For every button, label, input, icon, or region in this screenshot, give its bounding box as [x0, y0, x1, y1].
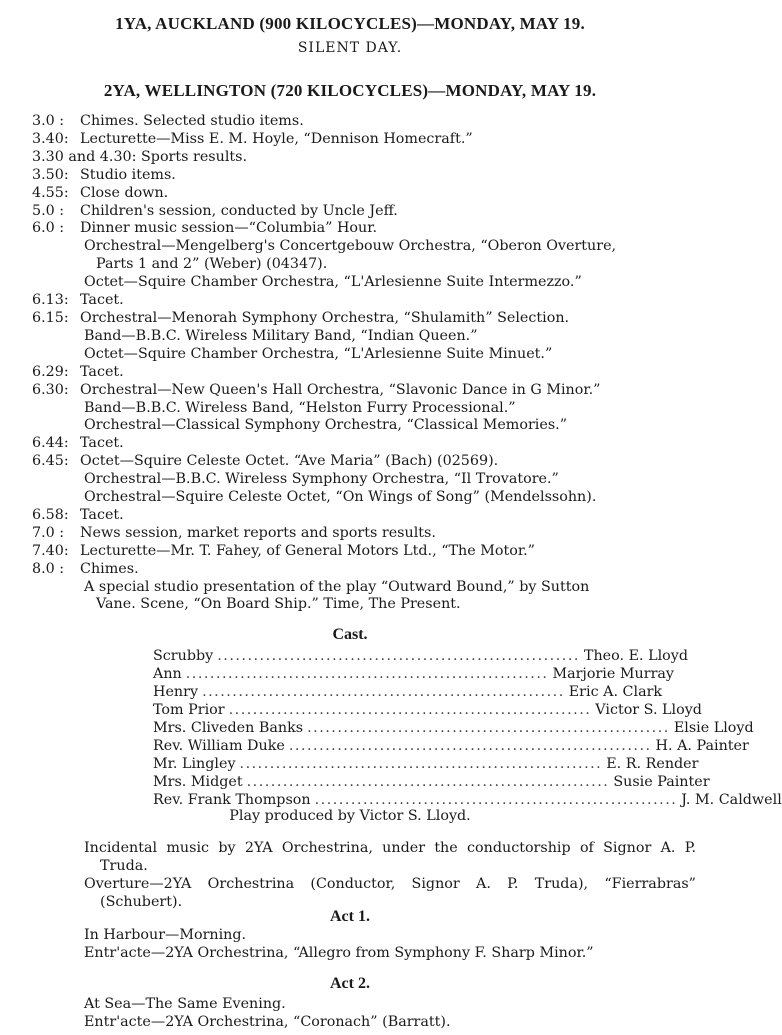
programme-text: Orchestral—Menorah Symphony Orchestra, “Shulamith” Selection.	[80, 309, 570, 326]
programme-time: 7.40:	[32, 542, 69, 559]
cast-row	[153, 773, 710, 791]
programme-item: 3.30 and 4.30: Sports results.	[32, 148, 248, 165]
programme-item	[32, 131, 697, 149]
act1-title: Act 1.	[330, 908, 370, 925]
programme-item	[32, 507, 697, 525]
act1-entracte: Entr'acte—2YA Orchestrina, “Allegro from Symphony F. Sharp Minor.”	[84, 944, 594, 961]
programme-text: Lecturette—Mr. T. Fahey, of General Motors Ltd., “The Motor.”	[80, 542, 535, 559]
cast-actor: Theo. E. Lloyd	[583, 648, 689, 664]
programme-item: Orchestral—B.B.C. Wireless Symphony Orchestra, “Il Trovatore.”	[84, 471, 559, 488]
dot-leader: ............................................................	[239, 756, 603, 772]
programme-time: 6.30:	[32, 381, 69, 398]
programme-text: Tacet.	[80, 435, 124, 452]
programme-item: Octet—Squire Chamber Orchestra, “L'Arlesienne Suite Minuet.”	[84, 345, 553, 362]
dot-leader: ............................................................	[217, 648, 580, 664]
act2-title: Act 2.	[330, 975, 370, 992]
programme-item	[32, 525, 697, 543]
act2-entracte: Entr'acte—2YA Orchestrina, “Coronach” (Barratt).	[84, 1013, 451, 1030]
programme-item	[32, 382, 697, 400]
cast-role: Rev. Frank Thompson	[153, 792, 311, 808]
programme-time: 6.29:	[32, 363, 69, 380]
programme-item: Orchestral—Mengelberg's Concertgebouw Orchestra, “Oberon Overture,	[84, 238, 617, 255]
cast-list	[153, 647, 782, 809]
overture-text: Overture—2YA Orchestrina (Conductor, Signor A. P. Truda), “Fierrabras” (Schubert).	[84, 875, 696, 910]
cast-title: Cast.	[332, 626, 368, 643]
dot-leader: ............................................................	[307, 720, 670, 736]
programme-item	[32, 185, 697, 203]
programme-text: Children's session, conducted by Uncle Jeff.	[80, 202, 398, 219]
cast-role: Tom Prior	[153, 702, 225, 718]
cast-actor: Eric A. Clark	[568, 684, 663, 700]
programme-item	[32, 364, 697, 382]
cast-row	[153, 665, 675, 683]
programme-item	[32, 543, 697, 561]
programme-item: Orchestral—Squire Celeste Octet, “On Wings of Song” (Mendelssohn).	[84, 489, 597, 506]
programme-text: Close down.	[80, 184, 169, 201]
station1-heading: 1YA, AUCKLAND (900 KILOCYCLES)—MONDAY, MAY 19.	[115, 14, 585, 33]
cast-actor: E. R. Render	[606, 756, 699, 772]
cast-role: Mrs. Midget	[153, 774, 243, 790]
programme-item	[32, 203, 697, 221]
producer-credit: Play produced by Victor S. Lloyd.	[229, 808, 471, 824]
programme-time: 6.0 :	[32, 220, 65, 237]
station2-heading: 2YA, WELLINGTON (720 KILOCYCLES)—MONDAY, MAY 19.	[103, 81, 597, 100]
programme-text: Tacet.	[80, 506, 124, 523]
cast-row	[153, 791, 782, 809]
dot-leader: ............................................................	[288, 738, 652, 754]
cast-actor: Susie Painter	[613, 774, 710, 790]
incidental-music-text: Incidental music by 2YA Orchestrina, under the conductorship of Signor A. P. Truda.	[84, 840, 696, 874]
cast-row	[153, 647, 689, 665]
cast-role: Ann	[153, 666, 182, 682]
programme-text: News session, market reports and sports results.	[80, 524, 436, 541]
programme-time: 6.15:	[32, 309, 69, 326]
act1-section	[84, 927, 696, 963]
silent-day-note: SILENT DAY.	[297, 40, 403, 56]
cast-actor: H. A. Painter	[655, 738, 749, 754]
dot-leader: ............................................................	[228, 702, 592, 718]
programme-time: 7.0 :	[32, 524, 65, 541]
programme-text: Tacet.	[80, 363, 124, 380]
programme-text: Chimes.	[80, 560, 139, 577]
cast-role: Rev. William Duke	[153, 738, 285, 754]
cast-row	[153, 701, 702, 719]
cast-role: Mrs. Cliveden Banks	[153, 720, 304, 736]
programme-item	[32, 220, 697, 238]
programme-text: Orchestral—New Queen's Hall Orchestra, “Slavonic Dance in G Minor.”	[80, 381, 601, 398]
cast-role: Henry	[153, 684, 199, 700]
programme-time: 6.58:	[32, 506, 69, 523]
programme-time: 5.0 :	[32, 202, 65, 219]
programme-text: Lecturette—Miss E. M. Hoyle, “Dennison Homecraft.”	[80, 130, 473, 147]
cast-actor: Marjorie Murray	[552, 666, 675, 682]
cast-role: Mr. Lingley	[153, 756, 236, 772]
programme-text: Tacet.	[80, 292, 124, 309]
programme-time: 3.40:	[32, 130, 69, 147]
programme-text: Studio items.	[80, 166, 176, 183]
programme-item: Band—B.B.C. Wireless Military Band, “Indian Queen.”	[84, 327, 478, 344]
dot-leader: ............................................................	[185, 666, 549, 682]
programme-item	[32, 453, 697, 471]
cast-role: Scrubby	[153, 648, 214, 664]
programme-item	[32, 435, 697, 453]
programme-item: Vane. Scene, “On Board Ship.” Time, The Present.	[96, 596, 461, 613]
programme-time: 6.45:	[32, 453, 69, 470]
programme-time: 6.44:	[32, 435, 69, 452]
dot-leader: ............................................................	[246, 774, 610, 790]
dot-leader: ............................................................	[202, 684, 565, 700]
programme-text: Octet—Squire Celeste Octet. “Ave Maria” (Bach) (02569).	[80, 453, 499, 470]
programme-item: Band—B.B.C. Wireless Band, “Helston Furry Processional.”	[84, 399, 516, 416]
incidental-music	[84, 840, 696, 912]
programme-list	[32, 113, 697, 614]
cast-actor: J. M. Caldwell	[681, 792, 782, 808]
programme-item: Orchestral—Classical Symphony Orchestra, “Classical Memories.”	[84, 417, 568, 434]
programme-item	[32, 113, 697, 131]
cast-row	[153, 719, 754, 737]
programme-time: 3.50:	[32, 166, 69, 183]
cast-actor: Elsie Lloyd	[673, 720, 754, 736]
cast-actor: Victor S. Lloyd	[595, 702, 702, 718]
programme-item: A special studio presentation of the play “Outward Bound,” by Sutton	[84, 578, 590, 595]
programme-time: 6.13:	[32, 292, 69, 309]
programme-text: Chimes. Selected studio items.	[80, 113, 304, 129]
cast-row	[153, 755, 699, 773]
programme-time: 3.0 :	[32, 113, 65, 129]
cast-row	[153, 737, 749, 755]
programme-item	[32, 310, 697, 328]
programme-item: Octet—Squire Chamber Orchestra, “L'Arlesienne Suite Intermezzo.”	[84, 274, 582, 291]
cast-row	[153, 683, 663, 701]
act2-scene: At Sea—The Same Evening.	[84, 996, 286, 1012]
act2-section	[84, 996, 696, 1032]
programme-time: 8.0 :	[32, 560, 65, 577]
programme-item	[32, 167, 697, 185]
programme-item: Parts 1 and 2” (Weber) (04347).	[96, 256, 328, 273]
dot-leader: ............................................................	[314, 792, 678, 808]
programme-time: 4.55:	[32, 184, 69, 201]
programme-item	[32, 561, 697, 579]
programme-item	[32, 292, 697, 310]
act1-scene: In Harbour—Morning.	[84, 927, 247, 943]
programme-text: Dinner music session—“Columbia” Hour.	[80, 220, 378, 237]
